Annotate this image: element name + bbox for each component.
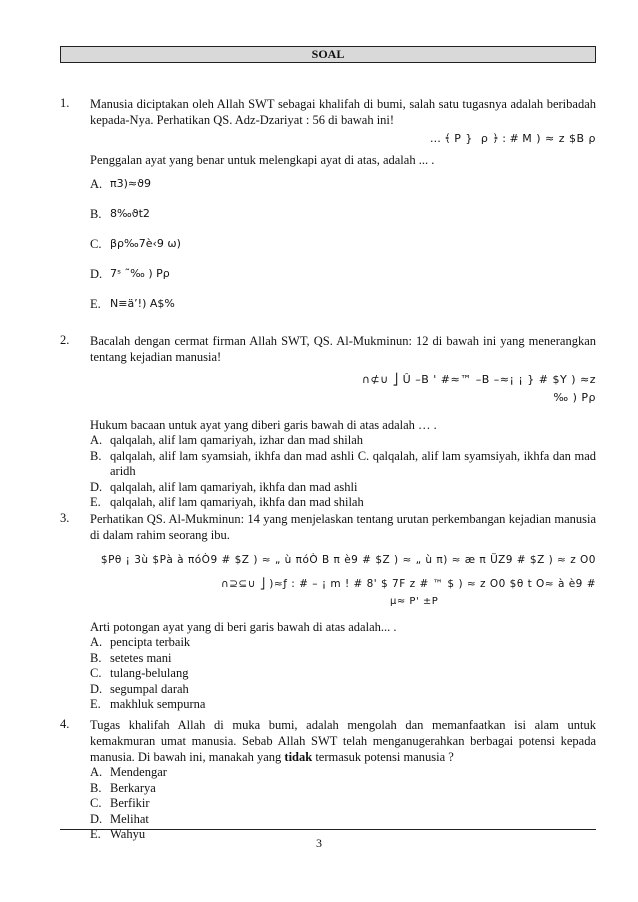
- question-text: [90, 717, 596, 765]
- option-label: E.: [90, 495, 101, 509]
- option-text: Mendengar: [110, 765, 167, 779]
- question-text: Manusia diciptakan oleh Allah SWT sebagai khalifah di bumi, salah satu tugasnya adalah beribadah kepada-Nya. Perhatikan QS. Adz-Dzariyat : 56 di bawah ini!: [90, 97, 596, 127]
- option-text: setetes mani: [110, 650, 172, 665]
- option-e[interactable]: [90, 495, 596, 511]
- question-number: 1.: [60, 96, 70, 110]
- option-text: pencipta terbaik: [110, 635, 191, 649]
- section-title: SOAL: [60, 46, 596, 63]
- question-text-part: Tugas khalifah Allah di muka bumi, adalah mengolah dan memanfaatkan isi alam untuk kemakmuran umat manusia. Sebab Allah SWT telah menganugerahkan berbagai potensi kepada manusia. Di bawah ini, manakah yang: [90, 718, 596, 764]
- option-label: A.: [90, 433, 103, 447]
- option-text: tulang-belulang: [110, 666, 189, 680]
- option-b[interactable]: [90, 204, 596, 224]
- arabic-verse: ∩⊇⊆∪ ⎦ )≈ƒ : # – ¡ m ! # 8' $ 7F z # ™ $ ) ≈ z Ο0 $θ t Ο≈ à è9 #: [220, 578, 596, 590]
- question-1: [60, 96, 596, 314]
- question-3: [60, 511, 596, 713]
- option-a[interactable]: [90, 635, 596, 651]
- option-c[interactable]: [90, 234, 596, 254]
- question-text: Bacalah dengan cermat firman Allah SWT, QS. Al-Mukminun: 12 di bawah ini yang menerangkan tentang kejadian manusia!: [90, 334, 596, 364]
- option-label: D.: [90, 479, 103, 494]
- option-b[interactable]: [90, 781, 596, 797]
- arabic-verse: $Ρθ ¡ 3ù $Ρà à πóÒ9 # $Z ) ≈ „ ù πóÒ B π è9 # $Z ) ≈ „ ù π) ≈ æ π ÜZ9 # $Z ) ≈ z Ο0: [100, 554, 596, 566]
- option-d[interactable]: [90, 682, 596, 698]
- option-label: C.: [90, 666, 102, 680]
- option-a[interactable]: [90, 174, 596, 194]
- option-c[interactable]: [90, 796, 596, 812]
- question-4: [60, 717, 596, 843]
- option-e[interactable]: [90, 697, 596, 713]
- question-prompt: Hukum bacaan untuk ayat yang diberi garis bawah di atas adalah … .: [90, 418, 437, 432]
- option-text: βρ‰7è‹9 ω): [110, 237, 181, 250]
- question-text-part: termasuk potensi manusia ?: [312, 750, 454, 764]
- option-label: A.: [90, 765, 103, 779]
- option-label: D.: [90, 811, 103, 826]
- option-label: A.: [90, 635, 103, 649]
- question-number: 3.: [60, 511, 70, 525]
- option-text: qalqalah, alif lam qamariyah, izhar dan mad shilah: [110, 433, 364, 447]
- option-label: B.: [90, 780, 102, 795]
- option-b[interactable]: [90, 449, 596, 480]
- option-label: E.: [90, 297, 101, 311]
- option-label: A.: [90, 177, 103, 191]
- emphasis-word: tidak: [284, 750, 313, 764]
- option-d[interactable]: [90, 812, 596, 828]
- option-text: Wahyu: [110, 827, 146, 841]
- arabic-verse: ∩⊄∪ ⎦ Û –B ' #≈™ –B –≈¡ ¡ } # $Y ) ≈z: [361, 373, 596, 386]
- option-text: qalqalah, alif lam syamsiah, ikhfa dan mad ashli C. qalqalah, alif lam syamsiyah, ikhfa dan mad aridh: [110, 448, 596, 478]
- option-text: Berfikir: [110, 796, 150, 810]
- page-number: 3: [316, 836, 322, 850]
- question-prompt: Arti potongan ayat yang di beri garis bawah di atas adalah... .: [90, 620, 397, 634]
- option-label: D.: [90, 681, 103, 696]
- option-text: 8‰ϑt2: [110, 207, 150, 220]
- option-text: Melihat: [110, 811, 149, 826]
- option-text: qalqalah, alif lam qamariyah, ikhfa dan mad ashli: [110, 479, 358, 494]
- arabic-verse: ‰ ) Ρρ: [553, 391, 596, 404]
- option-label: B.: [90, 650, 102, 665]
- option-label: D.: [90, 267, 103, 281]
- option-label: C.: [90, 237, 102, 251]
- option-text: 7ˢ ˜‰ ) Ρρ: [110, 267, 170, 280]
- question-text: Perhatikan QS. Al-Mukminun: 14 yang menjelaskan tentang urutan perkembangan kejadian manusia di dalam rahim seorang ibu.: [90, 512, 596, 542]
- option-text: π3)≈ϑ9: [110, 177, 151, 190]
- option-e[interactable]: [90, 294, 596, 314]
- option-label: B.: [90, 448, 102, 463]
- option-d[interactable]: [90, 480, 596, 496]
- footer-divider: [60, 829, 596, 830]
- arabic-verse: … ﴾ P } ￰ ρ ﴿ : # M ) ≈ z $B ρ: [429, 132, 596, 145]
- option-a[interactable]: [90, 433, 596, 449]
- option-label: B.: [90, 207, 102, 221]
- option-text: segumpal darah: [110, 681, 189, 696]
- option-text: N≡ä’!) A$%: [110, 297, 175, 310]
- option-b[interactable]: [90, 651, 596, 667]
- question-2: [60, 333, 596, 511]
- option-label: E.: [90, 827, 101, 841]
- question-number: 2.: [60, 333, 70, 347]
- arabic-verse: µ≈ Ρ' ±Ρ: [390, 596, 439, 607]
- option-text: qalqalah, alif lam qamariyah, ikhfa dan mad shilah: [110, 495, 364, 509]
- question-number: 4.: [60, 717, 70, 731]
- option-label: E.: [90, 697, 101, 711]
- option-c[interactable]: [90, 666, 596, 682]
- option-text: makhluk sempurna: [110, 697, 206, 711]
- option-label: C.: [90, 796, 102, 810]
- option-text: Berkarya: [110, 780, 156, 795]
- option-d[interactable]: [90, 264, 596, 284]
- question-prompt: Penggalan ayat yang benar untuk melengkapi ayat di atas, adalah ... .: [90, 153, 435, 167]
- option-a[interactable]: [90, 765, 596, 781]
